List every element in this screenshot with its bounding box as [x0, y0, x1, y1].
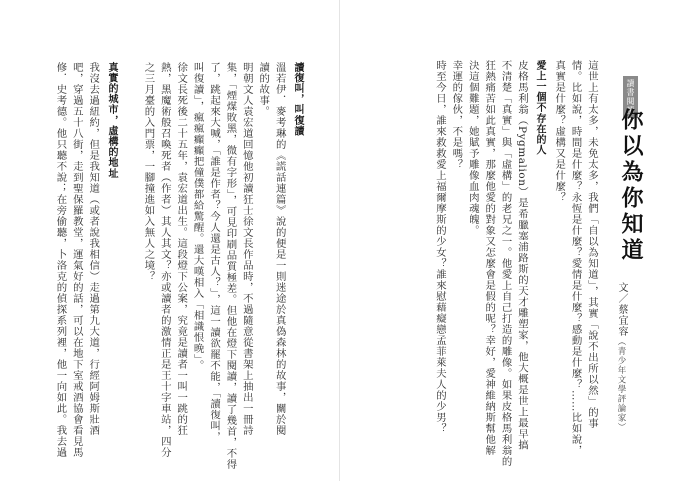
text-line: 狂熱痛苦如此真實，那麼他愛的對象又怎麼會是假的呢？幸好，愛神維納斯幫他解	[483, 60, 496, 456]
text-line: 集，「煙煤敗黑，微有字形」，可見印刷品質極差。但他在燈下閱讀，讀了幾首，不得	[224, 62, 237, 470]
section-body	[52, 62, 101, 458]
section-heading: 讀復叫，叫復讀	[292, 62, 303, 137]
section-body	[140, 62, 288, 470]
text-line: 修．史考德。他只聽不說；在旁偷聽，卜洛克的偵探系列裡，他一向如此。我去過	[54, 62, 67, 458]
section-body	[432, 60, 530, 467]
category-tag: 讀書閱讀	[623, 76, 638, 118]
page-gutter	[339, 0, 340, 481]
text-line: 決這個難題，她賦予雕像血肉魂魄。	[466, 60, 479, 236]
text-line: 讀的故事。	[257, 62, 270, 117]
text-line: 了，跳起來大喊，「誰是作者？今人還是古人？」，這一讀欲罷不能，「讀復叫，	[208, 62, 221, 443]
text-line: 這世上有太多，未免太多，我們「自以為知道」，其實「說不出所以然」的事	[586, 60, 598, 429]
text-line: 不清楚「真實」與「虛構」的老兄之一。他愛上自己打造的雕像。如果皮格馬利翁的	[499, 60, 512, 467]
intro-paragraph	[551, 60, 600, 456]
text-line: 情。比如說，時間是什麼？永恆是什麼？愛情是什麼？感動是什麼？……比如說，	[569, 60, 582, 456]
text-line: 之三月臺的入門票，一腳撞進如入無人之境？	[142, 62, 155, 282]
author-byline	[614, 282, 628, 432]
section-heading: 真實的城市，虛構的地址	[106, 62, 117, 179]
article-title: 你以為你知道	[618, 108, 644, 264]
text-line: 我沒去過紐約，但是我知道（或者說我相信）走過第九大道，行經阿姆斯壯酒	[87, 62, 100, 436]
text-line: 真實是什麼？虛構又是什麼？	[553, 60, 566, 203]
text-line: 皮格馬利翁（Pygmalion）是希臘塞浦路斯的天才雕塑家，他大概是世上最早搞	[516, 60, 528, 451]
author-credential: （青少年文學評論家）	[616, 337, 626, 432]
text-line: 徐文長死後二十五年，袁宏道出生。這段燈下公案，究竟是讀者一叫一跳的狂	[175, 62, 188, 436]
text-line: 吧，穿過五十八街，走到聖保羅教堂，運氣好的話，可以在地下室戒酒協會看見馬	[70, 62, 83, 458]
author-name: 文／蔡宜容	[616, 282, 627, 337]
text-line: 明朝文人袁宏道回憶他初讀狂士徐文長作品時，不過隨意從書架上抽出一冊詩	[240, 62, 253, 436]
text-line: 溫若伊．麥考琳的《謊話連篇》說的便是一則迷途於真偽森林的故事，關於閱	[273, 62, 286, 436]
text-line: 叫復讀」，瘋瘋癲癲把僮僕都給驚醒。還大嘆相入「相識恨晚」。	[191, 62, 204, 371]
section-heading: 愛上一個不存在的人	[534, 60, 545, 156]
text-line: 幸運的傢伙，不是嗎？	[450, 60, 463, 170]
text-line: 時至今日，誰來救救愛上福爾摩斯的少女？誰來慰藉癡戀孟菲萊夫人的少男？	[433, 60, 446, 434]
text-line: 熱，黑魔術般召喚死者（作者）其人其文？亦或讀者的激情正是王十字車站，四分	[158, 62, 171, 458]
